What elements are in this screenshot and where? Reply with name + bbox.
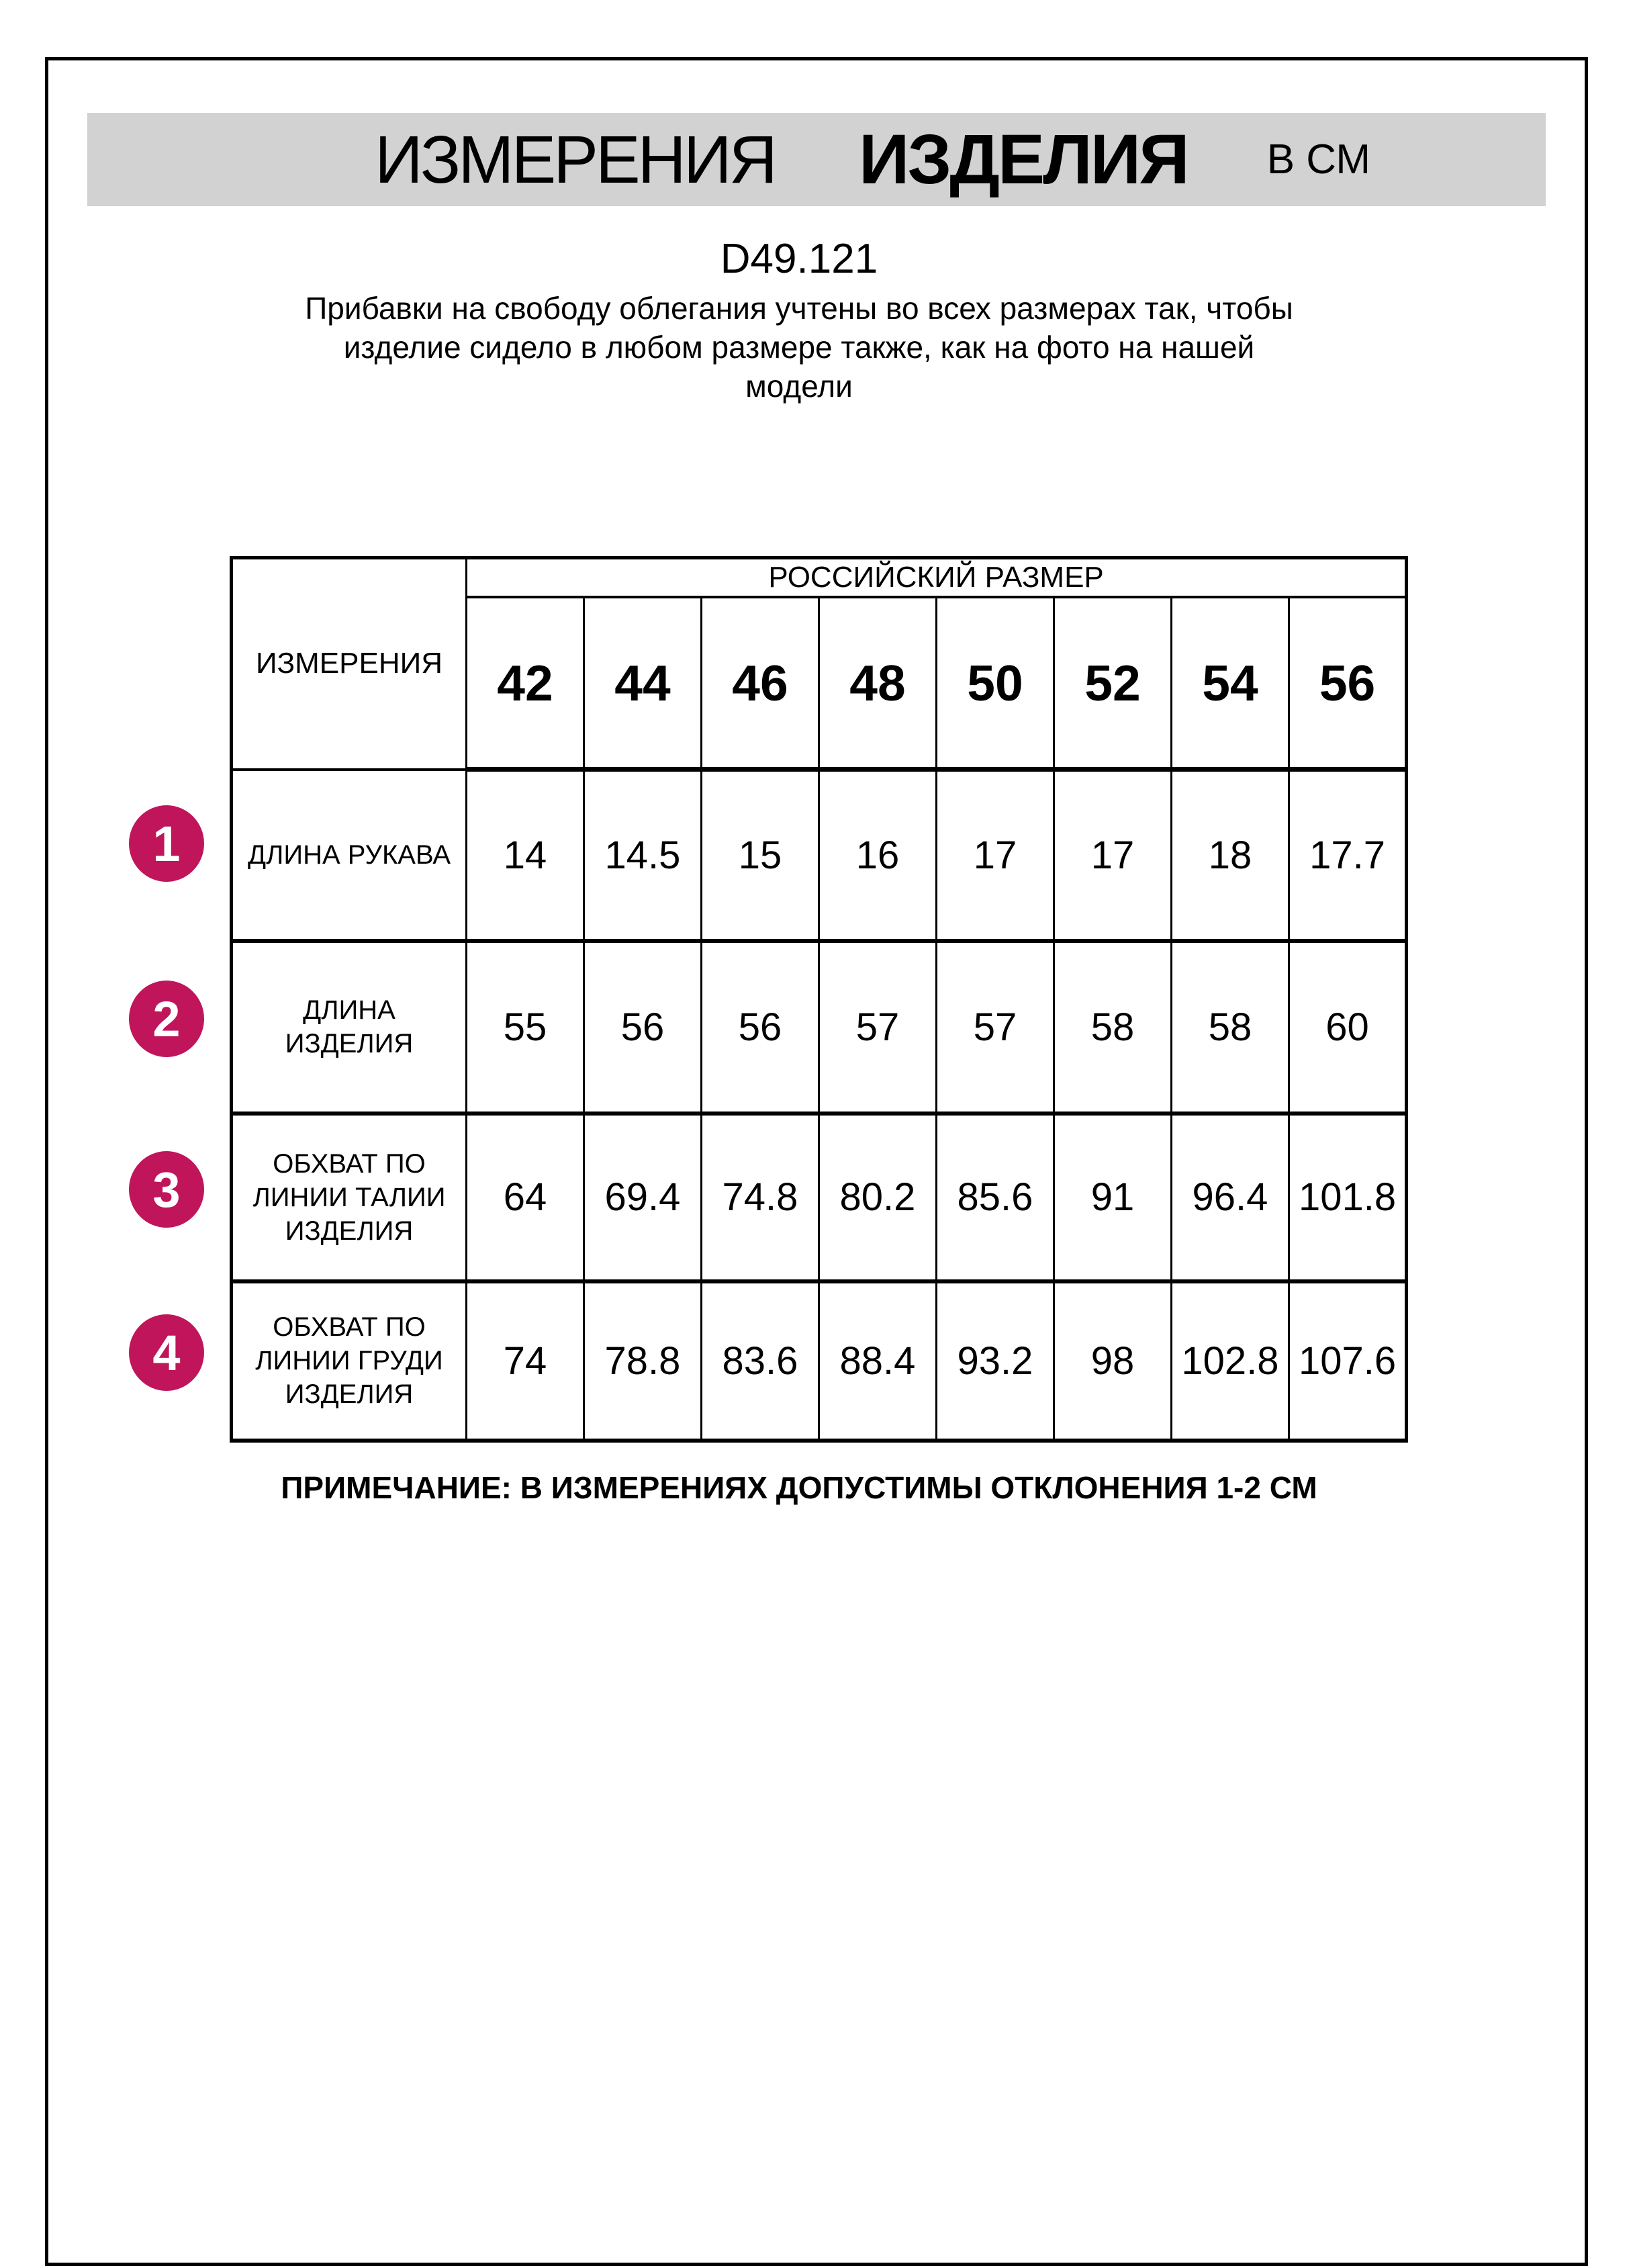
measurement-value: 96.4 [1172, 1114, 1289, 1281]
measurement-value: 18 [1172, 770, 1289, 941]
product-code: D49.121 [720, 236, 878, 282]
measurement-value: 17 [1054, 770, 1172, 941]
table-row [232, 941, 1407, 1114]
measurement-value: 55 [467, 941, 584, 1114]
measurement-value: 57 [819, 941, 937, 1114]
measurement-value: 78.8 [584, 1281, 702, 1441]
description-line: Прибавки на свободу облегания учтены во всех размерах так, чтобы [305, 291, 1293, 326]
measurement-value: 60 [1289, 941, 1407, 1114]
measurement-value: 57 [937, 941, 1054, 1114]
measurement-value: 98 [1054, 1281, 1172, 1441]
row-label-line: ЛИНИИ ТАЛИИ [252, 1182, 446, 1212]
table-group-header: РОССИЙСКИЙ РАЗМЕР [467, 558, 1407, 598]
measurement-value: 69.4 [584, 1114, 702, 1281]
size-table [230, 556, 1408, 1443]
size-col-header: 48 [819, 597, 937, 770]
row-number-badge-1: 1 [129, 805, 204, 882]
measurement-value: 58 [1172, 941, 1289, 1114]
table-row [232, 1281, 1407, 1441]
measurement-value: 17 [937, 770, 1054, 941]
measurement-value: 58 [1054, 941, 1172, 1114]
row-label-line: ДЛИНА [303, 995, 395, 1025]
size-col-header: 50 [937, 597, 1054, 770]
description [67, 289, 1531, 406]
row-label-line: ДЛИНА РУКАВА [248, 840, 451, 870]
row-label [232, 1281, 467, 1441]
row-number-badge-4: 4 [129, 1314, 204, 1391]
row-label [232, 770, 467, 941]
description-line: изделие сидело в любом размере также, как на фото на нашей [343, 330, 1255, 365]
row-label-line: ИЗДЕЛИЯ [285, 1379, 414, 1409]
description-line: модели [745, 369, 853, 404]
measurement-value: 101.8 [1289, 1114, 1407, 1281]
size-col-header: 56 [1289, 597, 1407, 770]
measurement-value: 64 [467, 1114, 584, 1281]
size-col-header: 44 [584, 597, 702, 770]
measurement-value: 91 [1054, 1114, 1172, 1281]
table-corner-header: ИЗМЕРЕНИЯ [232, 558, 467, 770]
measurement-value: 17.7 [1289, 770, 1407, 941]
measurement-value: 74.8 [702, 1114, 819, 1281]
size-col-header: 42 [467, 597, 584, 770]
measurement-value: 102.8 [1172, 1281, 1289, 1441]
page-title-measurements: ИЗМЕРЕНИЯ [375, 122, 775, 197]
row-label-line: ОБХВАТ ПО [273, 1148, 426, 1179]
measurement-value: 15 [702, 770, 819, 941]
measurement-value: 88.4 [819, 1281, 937, 1441]
page-title-product: ИЗДЕЛИЯ [858, 120, 1188, 199]
size-col-header: 54 [1172, 597, 1289, 770]
note: ПРИМЕЧАНИЕ: В ИЗМЕРЕНИЯХ ДОПУСТИМЫ ОТКЛОНЕНИЯ 1-2 СМ [281, 1470, 1317, 1505]
measurement-value: 14 [467, 770, 584, 941]
measurement-value: 16 [819, 770, 937, 941]
measurement-value: 56 [584, 941, 702, 1114]
measurement-value: 107.6 [1289, 1281, 1407, 1441]
row-label-line: ОБХВАТ ПО [273, 1312, 426, 1342]
row-label [232, 941, 467, 1114]
size-col-header: 52 [1054, 597, 1172, 770]
table-row [232, 1114, 1407, 1281]
row-label-line: ИЗДЕЛИЯ [285, 1216, 414, 1246]
row-label-line: ИЗДЕЛИЯ [285, 1029, 414, 1058]
measurement-value: 85.6 [937, 1114, 1054, 1281]
row-number-badge-3: 3 [129, 1151, 204, 1228]
row-label-line: ЛИНИИ ГРУДИ [255, 1346, 443, 1375]
size-col-header: 46 [702, 597, 819, 770]
measurement-value: 80.2 [819, 1114, 937, 1281]
table-row [232, 770, 1407, 941]
title-band [87, 113, 1546, 206]
measurement-value: 83.6 [702, 1281, 819, 1441]
measurement-value: 56 [702, 941, 819, 1114]
measurement-value: 74 [467, 1281, 584, 1441]
page-title-unit: В СМ [1266, 136, 1370, 183]
measurement-value: 14.5 [584, 770, 702, 941]
measurement-value: 93.2 [937, 1281, 1054, 1441]
row-label [232, 1114, 467, 1281]
row-number-badge-2: 2 [129, 981, 204, 1057]
